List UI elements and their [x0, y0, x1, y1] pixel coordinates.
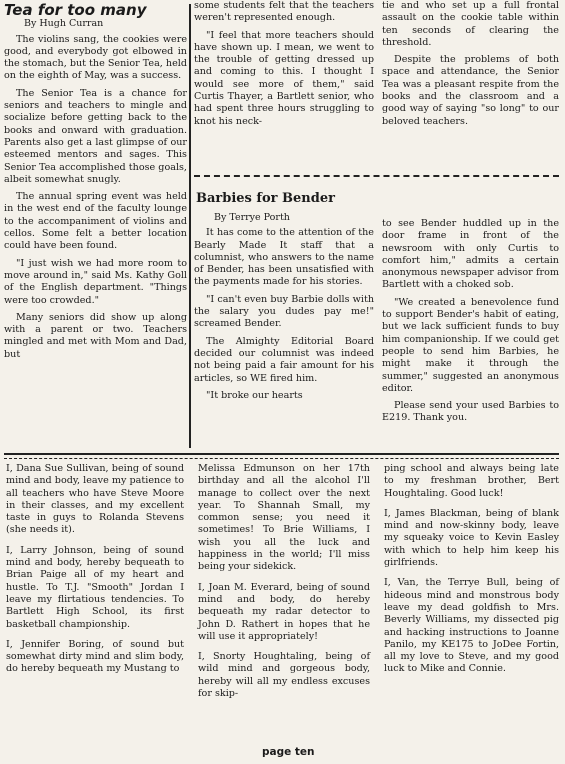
tea-paragraph: The Senior Tea is a chance for seniors and teachers to mingle and socialize before getting back to the books and onward with graduation. Parents also get a last glimpse of our esteemed mentors and sages. This Senior Tea accomplished those goals, albeit somewhat snugly.: [4, 87, 187, 185]
tea-paragraph: "I feel that more teachers should have shown up. I mean, we went to the trouble of getting dressed up and coming to this. I thought I would see more of them," said Curtis Thayer, a Bartlett senior, who had spent three hours struggling to knot his neck-: [194, 29, 374, 127]
bender-paragraph: The Almighty Editorial Board decided our columnist was indeed not being paid a fair amount for his articles, so WE fired him.: [194, 335, 374, 384]
column-divider: [189, 4, 191, 448]
bender-paragraph: It has come to the attention of the Bearly Made It staff that a columnist, who answers to the name of Bender, has been unsatisfied with the payments made for his stories.: [194, 227, 374, 288]
bender-paragraph: "I can't even buy Barbie dolls with the salary you dudes pay me!" screamed Bender.: [194, 293, 374, 330]
tea-column-2: [194, 0, 374, 133]
tea-paragraph: The annual spring event was held in the west end of the faculty lounge to the accompaniment of violins and cellos. Some felt a better location could have been found.: [4, 191, 187, 252]
section-divider-dashed: [4, 458, 559, 459]
tea-paragraph: "I just wish we had more room to move around in," said Ms. Kathy Goll of the English department. "Things were too crowded.": [4, 257, 187, 306]
wills-column-2: [198, 463, 370, 708]
page-number: page ten: [262, 746, 315, 758]
bender-paragraph: "It broke our hearts: [206, 389, 303, 401]
bender-paragraph: Please send your used Barbies to E219. Thank you.: [382, 400, 559, 424]
tea-paragraph: Many seniors did show up along with a parent or two. Teachers mingled and met with Mom and Dad, but: [4, 311, 187, 360]
tea-paragraph: The violins sang, the cookies were good, and everybody got elbowed in the stomach, but the Senior Tea, held on the eighth of May, was a success.: [4, 33, 187, 82]
will-entry: I, Snorty Houghtaling, being of wild mind and gorgeous body, hereby will all my endless excuses for skip-: [198, 651, 370, 700]
bender-paragraph: to see Bender huddled up in the door frame in front of the newsroom with only Curtis to comfort him," admits a certain anonymous newspaper advisor from Bartlett with a choked sob.: [382, 218, 559, 291]
will-entry: I, Jennifer Boring, of sound but somewhat dirty mind and slim body, do hereby bequeath my Mustang to: [6, 638, 184, 675]
tea-paragraph: tie and who set up a full frontal assault on the cookie table within ten seconds of clearing the threshold.: [382, 0, 559, 48]
bender-column-3: [382, 218, 559, 430]
will-entry: Melissa Edmunson on her 17th birthday and all the alcohol I'll manage to collect over the next year. To Shannah Small, my common sense; you need it sometimes! To Brie Williams, I wish you all the luck and happiness in the world; I'll miss being your sidekick.: [198, 463, 370, 573]
bender-column-2: [194, 212, 374, 407]
section-divider: [4, 453, 559, 455]
wills-column-1: [6, 463, 184, 684]
bender-paragraph: "We created a benevolence fund to support Bender's habit of eating, but we lack sufficient funds to buy him companionship. If we could get people to send him Barbies, he might make it through the summer," suggested an anonymous editor.: [382, 296, 559, 394]
bender-headline: Barbies for Bender: [196, 191, 335, 206]
will-entry: I, Dana Sue Sullivan, being of sound mind and body, leave my patience to all teachers who have Steve Moore in their classes, and my excellent taste in guys to Rolanda Stevens (she needs it).: [6, 463, 184, 536]
will-entry: ping school and always being late to my freshman brother, Bert Houghtaling. Good luck!: [384, 463, 559, 499]
will-entry: I, Larry Johnson, being of sound mind and body, hereby bequeath to Brian Paige all of my heart and hustle. To T.J. "Smooth" Jordan I leave my flirtatious tendencies. To Bartlett High School, its first basketball championship.: [6, 544, 184, 630]
will-entry: I, James Blackman, being of blank mind and now-skinny body, leave my squeaky voice to Kevin Easley with which to help him keep his girlfriends.: [384, 507, 559, 569]
tea-paragraph: Despite the problems of both space and attendance, the Senior Tea was a pleasant respite from the books and the classroom and a good way of saying "so long" to our beloved teachers.: [382, 54, 559, 127]
tea-column-3: [382, 0, 559, 133]
tea-headline: Tea for too many: [4, 1, 147, 19]
tea-byline: By Hugh Curran: [24, 18, 104, 30]
article-divider: [194, 175, 559, 177]
will-entry: I, Van, the Terrye Bull, being of hideous mind and monstrous body leave my dead goldfish to Mrs. Beverly Williams, my dissected pig and hacking instructions to Joanne Panilo, my KE175 to JoDee Fortin, all my love to Steve, and my good luck to Mike and Connie.: [384, 577, 559, 675]
will-entry: I, Joan M. Everard, being of sound mind and body, do hereby bequeath my radar detector to John D. Rathert in hopes that he will use it appropriately!: [198, 581, 370, 642]
tea-paragraph: some students felt that the teachers weren't represented enough.: [194, 0, 374, 24]
bender-byline: By Terrye Porth: [214, 212, 290, 223]
tea-column-1: [4, 1, 187, 366]
wills-column-3: [384, 463, 559, 684]
